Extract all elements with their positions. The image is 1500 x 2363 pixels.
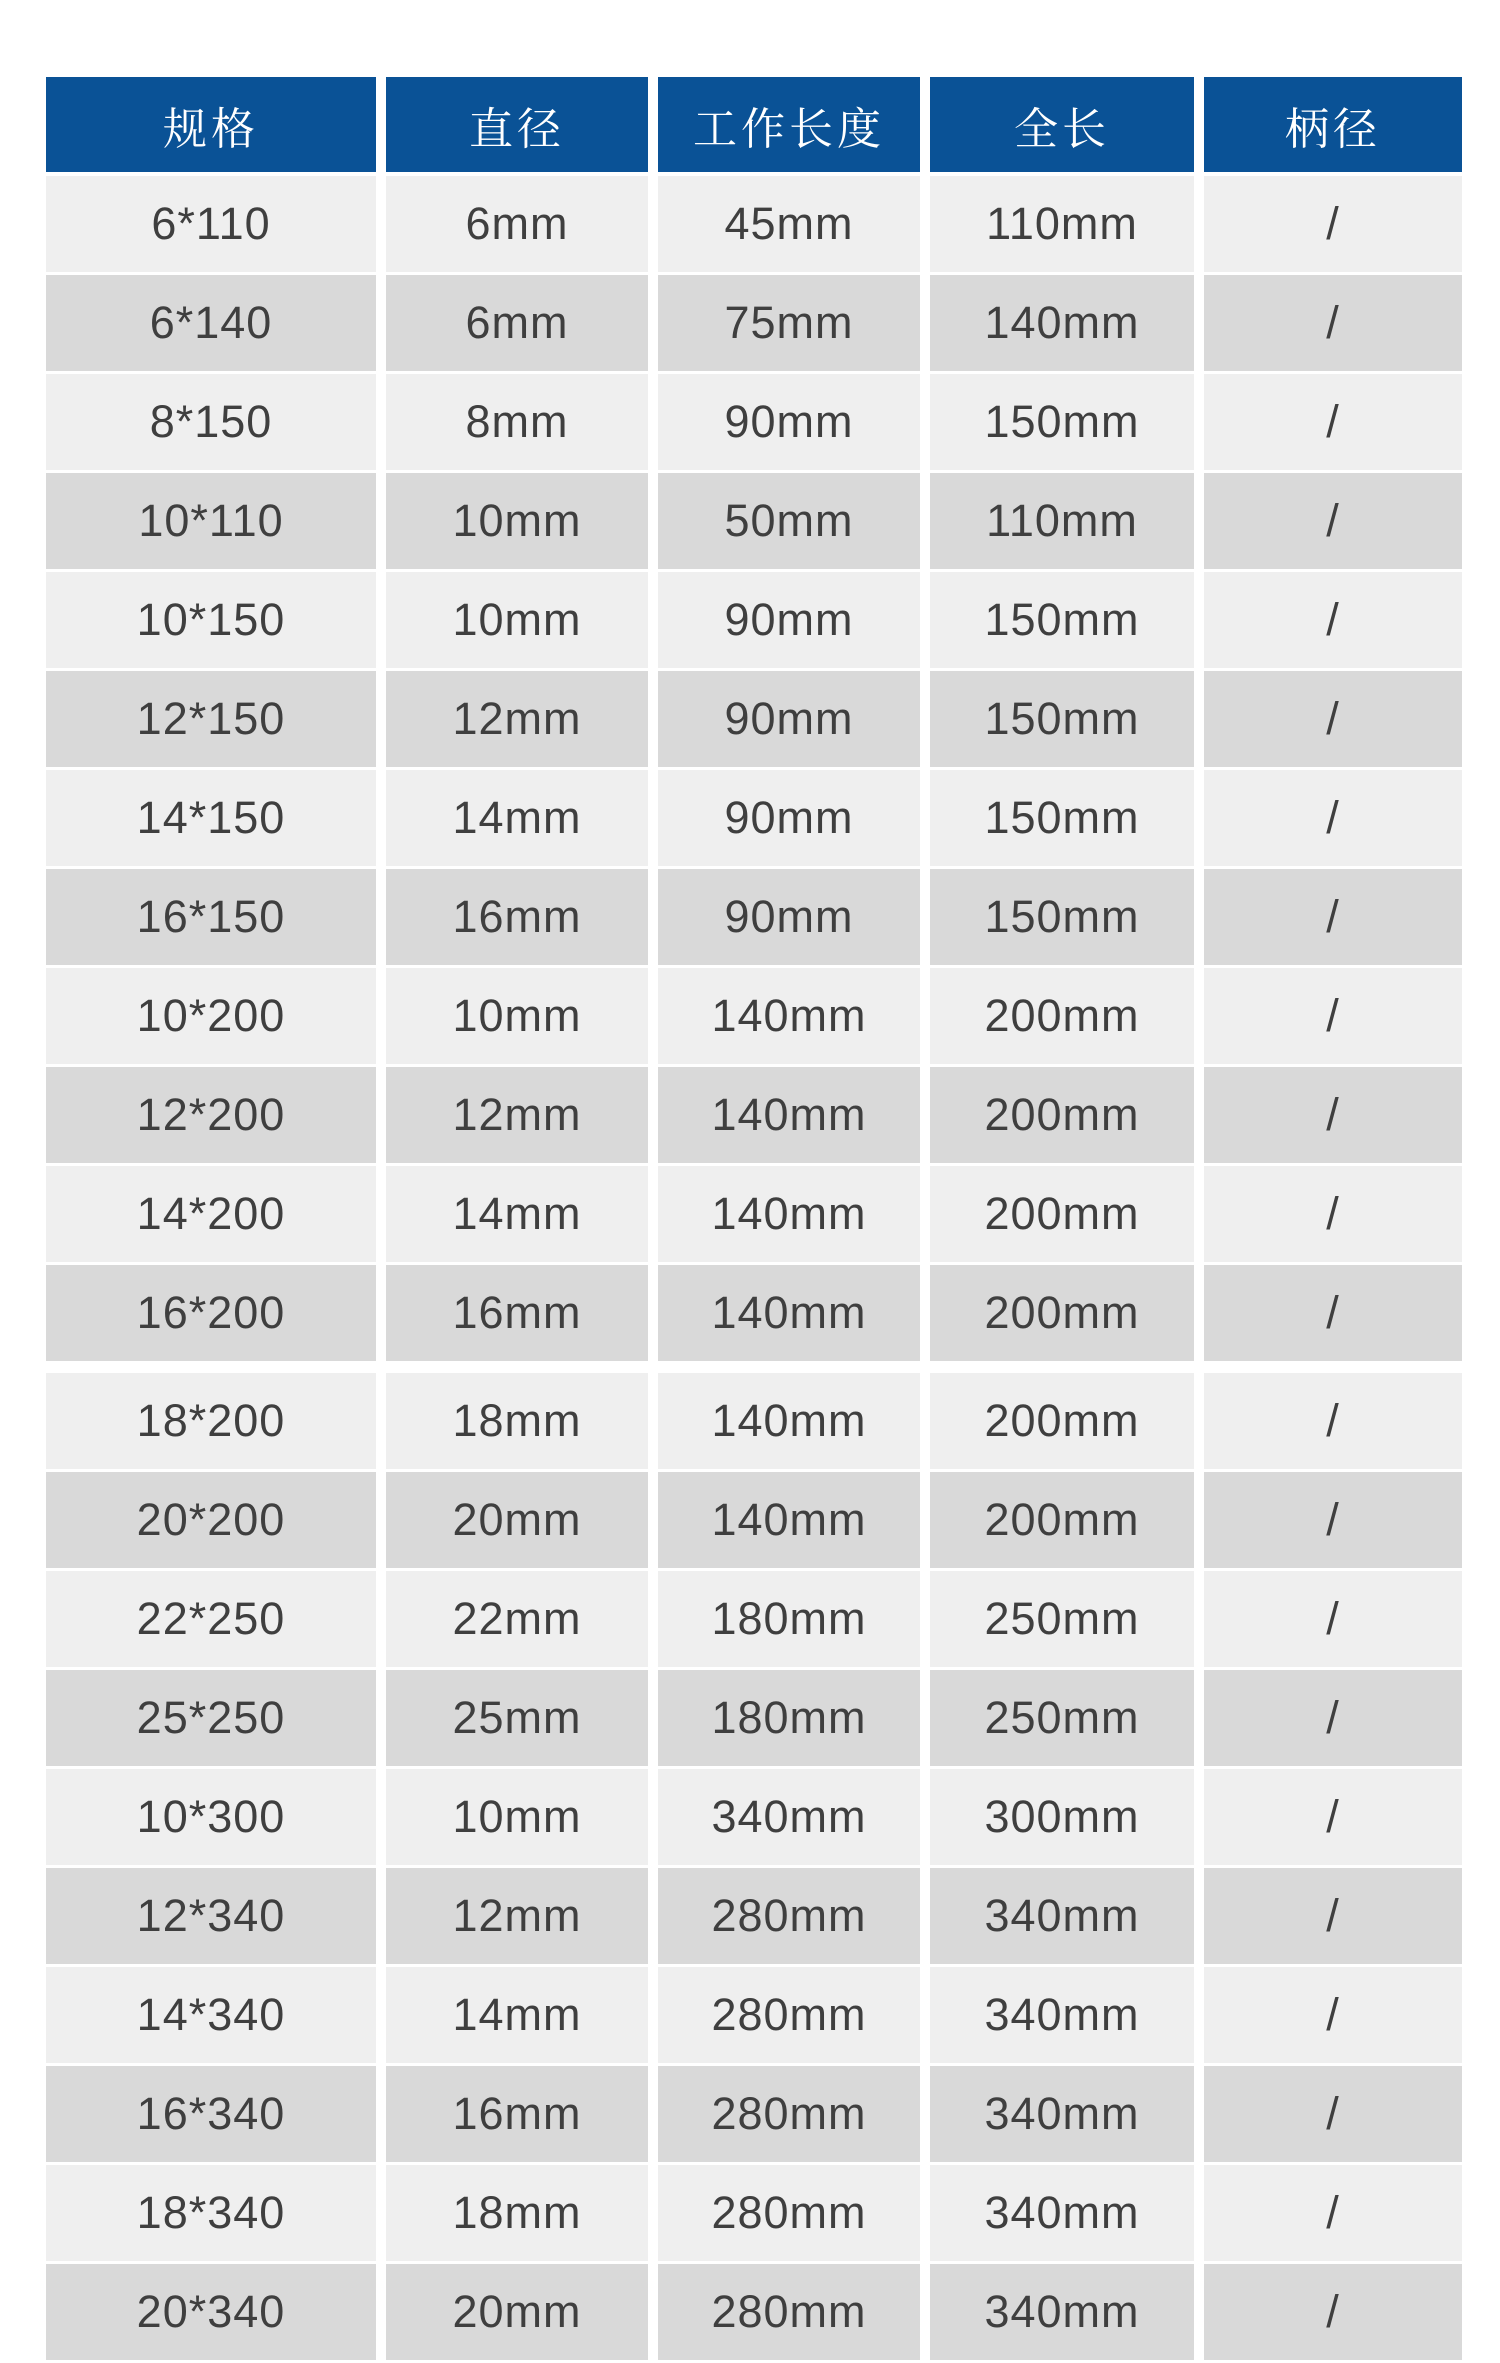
cell-working-length: 180mm [658,1571,920,1667]
cell-shank-diameter: / [1204,1571,1462,1667]
cell-shank-diameter: / [1204,2264,1462,2360]
cell-working-length: 140mm [658,1067,920,1163]
cell-total-length: 340mm [930,1967,1194,2063]
cell-total-length: 340mm [930,2066,1194,2162]
cell-shank-diameter: / [1204,2165,1462,2261]
cell-spec: 10*150 [46,572,376,668]
cell-spec: 18*200 [46,1373,376,1469]
cell-diameter: 6mm [386,176,648,272]
cell-shank-diameter: / [1204,1670,1462,1766]
cell-shank-diameter: / [1204,1472,1462,1568]
cell-spec: 25*250 [46,1670,376,1766]
cell-spec: 22*250 [46,1571,376,1667]
cell-working-length: 140mm [658,968,920,1064]
cell-diameter: 14mm [386,1166,648,1262]
cell-total-length: 300mm [930,1769,1194,1865]
table-row [46,2264,1462,2360]
cell-shank-diameter: / [1204,176,1462,272]
cell-diameter: 12mm [386,1067,648,1163]
cell-shank-diameter: / [1204,275,1462,371]
cell-working-length: 140mm [658,1373,920,1469]
cell-diameter: 14mm [386,1967,648,2063]
cell-diameter: 8mm [386,374,648,470]
table-row [46,869,1462,965]
cell-spec: 8*150 [46,374,376,470]
header-cell-shank-diameter: 柄径 [1204,77,1462,172]
cell-spec: 12*200 [46,1067,376,1163]
cell-working-length: 90mm [658,770,920,866]
cell-shank-diameter: / [1204,572,1462,668]
cell-spec: 10*200 [46,968,376,1064]
cell-total-length: 200mm [930,968,1194,1064]
cell-total-length: 200mm [930,1472,1194,1568]
cell-shank-diameter: / [1204,671,1462,767]
header-cell-diameter: 直径 [386,77,648,172]
cell-spec: 6*110 [46,176,376,272]
table-row [46,176,1462,272]
table-header-row [46,77,1462,172]
cell-diameter: 18mm [386,1373,648,1469]
cell-total-length: 340mm [930,1868,1194,1964]
cell-total-length: 340mm [930,2264,1194,2360]
cell-shank-diameter: / [1204,374,1462,470]
cell-total-length: 250mm [930,1670,1194,1766]
cell-shank-diameter: / [1204,770,1462,866]
cell-diameter: 6mm [386,275,648,371]
cell-working-length: 90mm [658,869,920,965]
table-row [46,2066,1462,2162]
cell-working-length: 140mm [658,1472,920,1568]
cell-shank-diameter: / [1204,2066,1462,2162]
cell-total-length: 150mm [930,374,1194,470]
header-cell-working-length: 工作长度 [658,77,920,172]
cell-diameter: 20mm [386,1472,648,1568]
cell-working-length: 90mm [658,671,920,767]
cell-shank-diameter: / [1204,1769,1462,1865]
cell-total-length: 150mm [930,770,1194,866]
table-row [46,1868,1462,1964]
cell-spec: 18*340 [46,2165,376,2261]
cell-working-length: 45mm [658,176,920,272]
cell-working-length: 140mm [658,1265,920,1361]
cell-total-length: 200mm [930,1166,1194,1262]
table-row [46,1670,1462,1766]
cell-diameter: 25mm [386,1670,648,1766]
cell-total-length: 110mm [930,176,1194,272]
cell-working-length: 280mm [658,1967,920,2063]
cell-spec: 10*110 [46,473,376,569]
cell-shank-diameter: / [1204,869,1462,965]
cell-spec: 10*300 [46,1769,376,1865]
cell-working-length: 140mm [658,1166,920,1262]
cell-total-length: 340mm [930,2165,1194,2261]
cell-working-length: 280mm [658,2066,920,2162]
cell-diameter: 10mm [386,1769,648,1865]
cell-working-length: 50mm [658,473,920,569]
table-row [46,572,1462,668]
cell-shank-diameter: / [1204,1166,1462,1262]
cell-spec: 12*340 [46,1868,376,1964]
table-row [46,968,1462,1064]
cell-diameter: 16mm [386,1265,648,1361]
cell-working-length: 75mm [658,275,920,371]
cell-spec: 16*150 [46,869,376,965]
cell-working-length: 340mm [658,1769,920,1865]
cell-total-length: 150mm [930,671,1194,767]
cell-diameter: 12mm [386,671,648,767]
table-row [46,1166,1462,1262]
cell-working-length: 280mm [658,1868,920,1964]
cell-spec: 14*150 [46,770,376,866]
table-row [46,1373,1462,1469]
cell-shank-diameter: / [1204,1067,1462,1163]
cell-diameter: 10mm [386,572,648,668]
cell-diameter: 20mm [386,2264,648,2360]
cell-total-length: 200mm [930,1373,1194,1469]
cell-spec: 16*340 [46,2066,376,2162]
cell-shank-diameter: / [1204,1373,1462,1469]
cell-diameter: 10mm [386,968,648,1064]
cell-spec: 14*340 [46,1967,376,2063]
cell-working-length: 180mm [658,1670,920,1766]
cell-shank-diameter: / [1204,1967,1462,2063]
cell-diameter: 16mm [386,869,648,965]
cell-total-length: 110mm [930,473,1194,569]
cell-total-length: 150mm [930,869,1194,965]
cell-spec: 14*200 [46,1166,376,1262]
cell-diameter: 12mm [386,1868,648,1964]
cell-working-length: 280mm [658,2264,920,2360]
cell-total-length: 200mm [930,1067,1194,1163]
cell-total-length: 150mm [930,572,1194,668]
cell-shank-diameter: / [1204,473,1462,569]
cell-diameter: 14mm [386,770,648,866]
table-row [46,2165,1462,2261]
cell-total-length: 140mm [930,275,1194,371]
cell-shank-diameter: / [1204,968,1462,1064]
cell-shank-diameter: / [1204,1868,1462,1964]
table-row [46,1067,1462,1163]
table-row [46,275,1462,371]
table-row [46,473,1462,569]
cell-total-length: 250mm [930,1571,1194,1667]
cell-total-length: 200mm [930,1265,1194,1361]
cell-spec: 12*150 [46,671,376,767]
table-row [46,671,1462,767]
spec-table [46,77,1462,2363]
table-row [46,1967,1462,2063]
cell-diameter: 22mm [386,1571,648,1667]
table-row [46,1472,1462,1568]
cell-diameter: 18mm [386,2165,648,2261]
header-cell-total-length: 全长 [930,77,1194,172]
cell-spec: 20*200 [46,1472,376,1568]
table-row [46,374,1462,470]
cell-spec: 16*200 [46,1265,376,1361]
header-cell-spec: 规格 [46,77,376,172]
cell-spec: 6*140 [46,275,376,371]
table-row [46,1265,1462,1361]
cell-diameter: 10mm [386,473,648,569]
table-row [46,770,1462,866]
cell-diameter: 16mm [386,2066,648,2162]
cell-working-length: 280mm [658,2165,920,2261]
cell-working-length: 90mm [658,374,920,470]
cell-spec: 20*340 [46,2264,376,2360]
cell-shank-diameter: / [1204,1265,1462,1361]
table-row [46,1769,1462,1865]
table-row [46,1571,1462,1667]
cell-working-length: 90mm [658,572,920,668]
